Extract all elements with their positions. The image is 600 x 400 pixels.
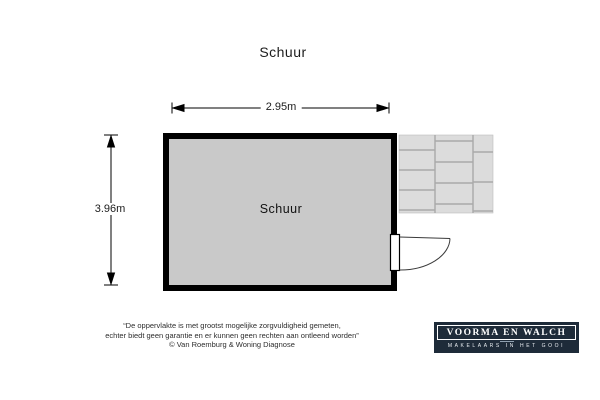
agency-logo	[434, 322, 579, 353]
door-leaf	[400, 237, 451, 239]
disclaimer-text	[38, 321, 426, 350]
arrowhead-left	[173, 105, 184, 112]
door-swing-arc	[400, 239, 451, 271]
arrowhead-right	[377, 105, 388, 112]
logo-ornament	[500, 341, 514, 342]
logo-title: VOORMA EN WALCH	[446, 327, 567, 338]
disclaimer-line-1: “De oppervlakte is met grootst mogelijke zorgvuldigheid gemeten,	[123, 321, 341, 330]
width-dimension-label: 2.95m	[261, 101, 302, 113]
page-title: Schuur	[259, 44, 307, 60]
logo-frame	[437, 325, 576, 340]
arrowhead-down	[108, 273, 115, 284]
disclaimer-line-3: © Van Roemburg & Woning Diagnose	[169, 340, 295, 349]
arrowhead-up	[108, 136, 115, 147]
disclaimer-line-2: echter biedt geen garantie en er kunnen geen rechten aan ontleend worden”	[105, 330, 359, 340]
logo-tagline: MAKELAARS IN HET GOOI	[447, 343, 566, 349]
door-swing	[400, 237, 451, 270]
door-jamb	[391, 235, 400, 271]
tiled-terrace	[399, 135, 493, 213]
room-label: Schuur	[259, 202, 303, 216]
height-dimension-label: 3.96m	[90, 203, 131, 215]
terrace-area	[399, 135, 493, 213]
